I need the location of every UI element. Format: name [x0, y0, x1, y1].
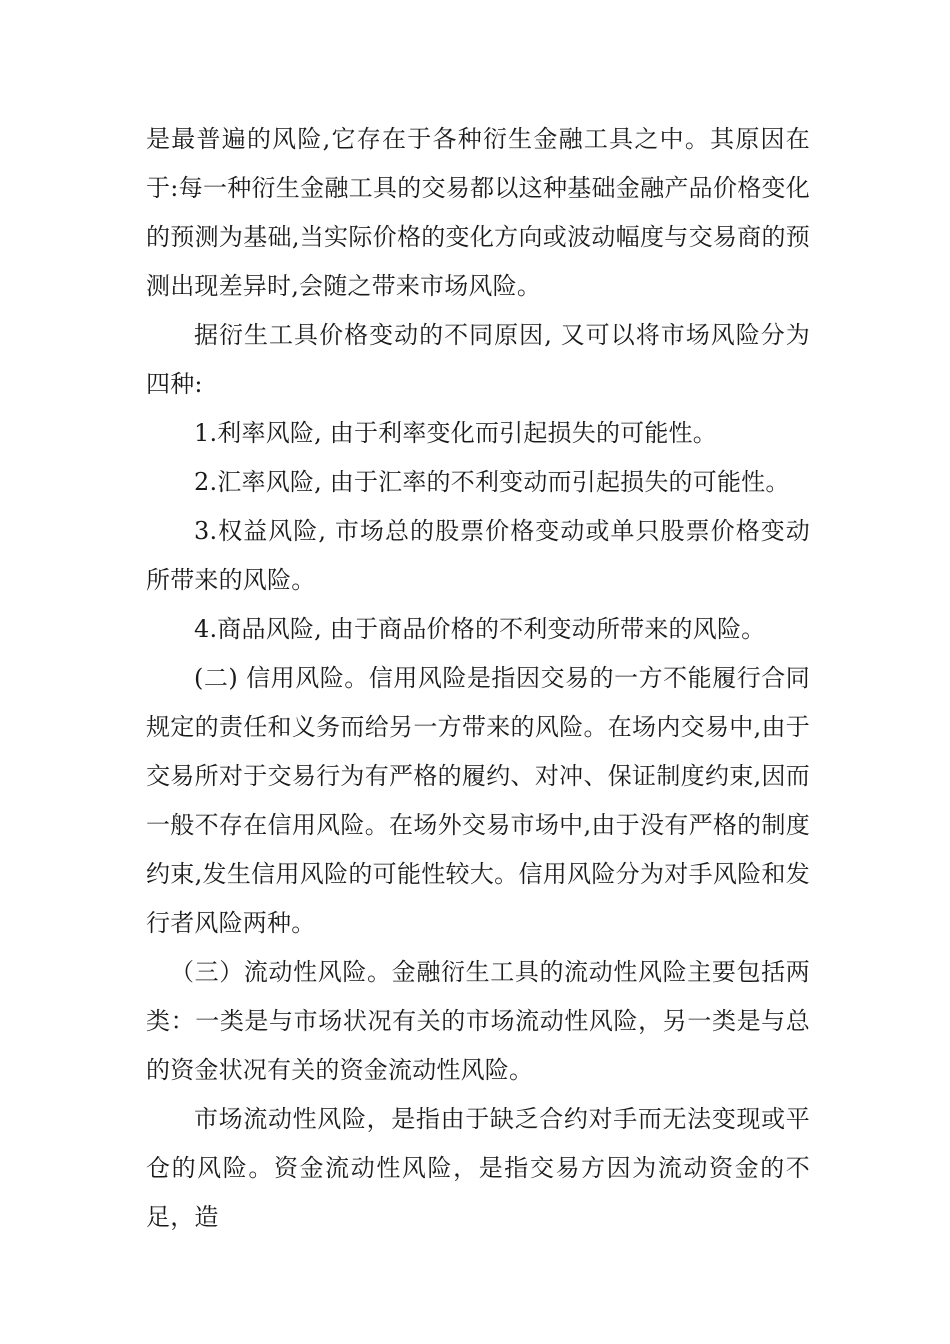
- list-item-equity-risk: 3.权益风险, 市场总的股票价格变动或单只股票价格变动所带来的风险。: [146, 517, 810, 594]
- paragraph-credit-risk: (二) 信用风险。信用风险是指因交易的一方不能履行合同规定的责任和义务而给另一方带来的风险。在场内交易中,由于交易所对于交易行为有严格的履约、对冲、保证制度约束,因而一般不存在信用风险。在场外交易市场中,由于没有严格的制度约束,发生信用风险的可能性较大。信用风险分为对手风险和发行者风险两种。: [146, 664, 810, 937]
- document-page: [146, 115, 810, 1242]
- paragraph-market-risk-types-intro: 据衍生工具价格变动的不同原因, 又可以将市场风险分为四种:: [146, 321, 810, 398]
- paragraph-market-risk-continued: 是最普遍的风险,它存在于各种衍生金融工具之中。其原因在于:每一种衍生金融工具的交易都以这种基础金融产品价格变化的预测为基础,当实际价格的变化方向或波动幅度与交易商的预测出现差异时,会随之带来市场风险。: [146, 125, 810, 300]
- paragraph-market-liquidity-risk: 市场流动性风险，是指由于缺乏合约对手而无法变现或平仓的风险。资金流动性风险，是指交易方因为流动资金的不足，造: [146, 1105, 810, 1231]
- list-item-commodity-risk: 4.商品风险, 由于商品价格的不利变动所带来的风险。: [194, 615, 766, 643]
- list-item-exchange-rate-risk: 2.汇率风险, 由于汇率的不利变动而引起损失的可能性。: [194, 468, 790, 496]
- list-item-interest-rate-risk: 1.利率风险, 由于利率变化而引起损失的可能性。: [194, 419, 717, 447]
- paragraph-liquidity-risk: （三）流动性风险。金融衍生工具的流动性风险主要包括两类：一类是与市场状况有关的市场流动性风险，另一类是与总的资金状况有关的资金流动性风险。: [146, 958, 810, 1084]
